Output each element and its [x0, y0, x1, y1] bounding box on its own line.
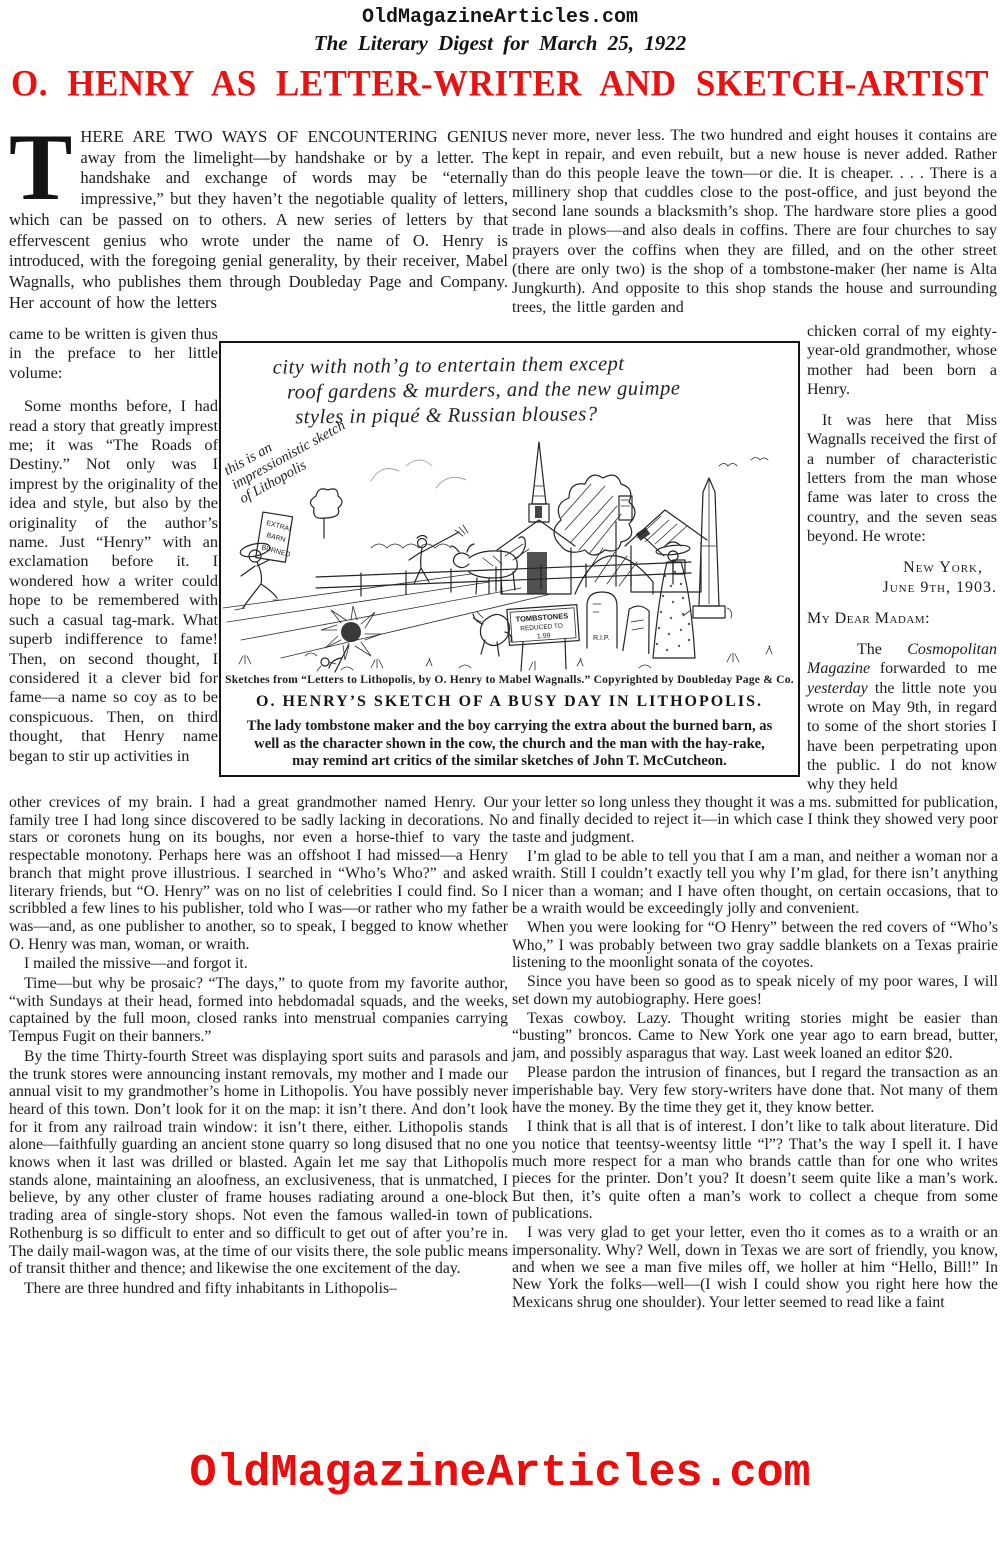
- figure-caption-description: The lady tombstone maker and the boy carrying the extra about the burned barn, as well as the character shown in the cow, the church and the man with the hay-rake, may remind art critics of the similar sketches of John T. McCutcheon.: [246, 718, 773, 770]
- paragraph: never more, never less. The two hundred and eight houses it contains are kept in repair, and even rebuilt, but a new house is never added. Rather than do this people leave the town—or die. It is cheaper. . . . There is a millinery shop that cuddles close to the post-office, and just beyond the second lane sounds a blacksmith’s shop. The hardware store plies a good trade in plows—and also deals in coffins. There are four churches to say prayers over the coffins when they are filled, and on the other street (there are only two) is the shop of a tombstone-maker (her name is Alta Jungkurth). And opposite to this shop stands the house and surrounding trees, the little garden and: [512, 127, 997, 316]
- letter-italic: Cosmopolitan Magazine: [807, 641, 997, 678]
- figure-credit: Sketches from “Letters to Lithopolis, by O. Henry to Mabel Wagnalls.” Copyrighted by Doubleday Page & Co.: [225, 673, 794, 686]
- intro-text: HERE ARE TWO WAYS OF ENCOUNTERING GENIUS away from the limelight—by handshake or by a letter. The handshake and exchange of words may be “eternally impressive,” but they haven’t the negotiable quality of letters, which can be passed on to others. A new series of letters by that effervescent genius who wrote under the name of O. Henry is introduced, with the foregoing genial generality, by their receiver, Mabel Wagnalls, who publishes them through Doubleday Page and Company. Her account of how the letters: [9, 127, 508, 312]
- paragraph: chicken corral of my eighty-year-old grandmother, whose mother had been born a Henry.: [807, 323, 997, 398]
- trees: [554, 475, 635, 586]
- handwriting-line: roof gardens & murders, and the new guimpe: [286, 377, 681, 404]
- birds-icon: [719, 458, 768, 467]
- right-column-narrow: [807, 322, 997, 795]
- intro-column: [9, 114, 508, 313]
- paragraph: It was here that Miss Wagnalls received the first of a number of characteristic letters from the man whose fame was later to cross the country, and the seven seas beyond. He wrote:: [807, 412, 997, 545]
- cow: [451, 537, 525, 594]
- left-column-lower: [9, 794, 508, 1298]
- paragraph: came to be written is given thus in the preface to her little volume:: [9, 324, 218, 382]
- clouds: [371, 460, 466, 488]
- slab-tombstone: [623, 605, 654, 653]
- masthead-site: OldMagazineArticles.com: [361, 6, 639, 29]
- letter-text: the little note you wrote on May 9th, in regard to some of the short stories I have been perpetrating upon the public. I do not know why they held: [807, 679, 997, 794]
- paragraph: Time—but why be prosaic? “The days,” to quote from my favorite author, “with Sundays at their head, formed into hebdomadal squads, and the weeks, captained by the full moon, closed ranks into menstrual companies carrying Tempus Fugit on their banners.”: [9, 975, 508, 1046]
- arched-shed: [575, 548, 653, 594]
- paragraph: By the time Thirty-fourth Street was displaying sport suits and parasols and the trunk stores were announcing instant removals, my mother and I made our annual visit to my grandmother’s home in Lithopolis. You have possibly never heard of this town. Don’t look for it on the map: it isn’t there. And don’t look for it from any railroad train window: it isn’t there, either. Lithopolis stands alone—faithfully guarding an ancient stone quarry so long disused that no one knows when it last was drilled or blasted. Again let me say that Lithopolis stands alone, maintaining an aloofness, an exclusiveness, that is unmatched, I believe, by any other cluster of frame houses radiating around a one-block trading area of single-story shops. Not even the famous walled-in town of Rothenburg is so difficult to enter and so difficult to get out of after you’re in. The daily mail-wagon was, at the time of our visits there, the sole public means of transit thither and thence; and likewise the one excitement of the day.: [9, 1047, 508, 1278]
- right-column-lower: [512, 794, 998, 1311]
- man-with-rake: [409, 525, 468, 584]
- footer-watermark: OldMagazineArticles.com: [189, 1448, 811, 1499]
- letter-text: The: [857, 641, 908, 659]
- handwriting-line: city with noth’g to entertain them except: [272, 352, 625, 379]
- figure-margin-note: this is an impressionistic sketch of Lithopolis: [221, 417, 349, 508]
- paragraph: Please pardon the intrusion of finances, but I regard the transaction as an imperishable bay. Very few story-writers have done that. Not many of them have the money. By the time they get it, they know better.: [512, 1064, 998, 1116]
- letter-opening-paragraph: [807, 640, 997, 794]
- hay-row: [371, 544, 451, 548]
- lithopolis-sketch-svg: [221, 426, 798, 673]
- svg-text:TOMBSTONES: TOMBSTONES: [515, 611, 569, 624]
- fence: [316, 561, 691, 596]
- paragraph: Texas cowboy. Lazy. Thought writing stories might be easier than “busting” broncos. Came to New York one year ago to earn bread, butter, jam, and possibly asparagus that way. Last week loaned an editor $20.: [512, 1010, 998, 1062]
- handwriting-line: styles in piqué & Russian blouses?: [295, 403, 598, 429]
- figure-handwriting: [273, 350, 774, 430]
- figure-caption-title: O. HENRY’S SKETCH OF A BUSY DAY IN LITHOPOLIS.: [256, 693, 763, 710]
- small-bird: [317, 658, 336, 671]
- letter-italic: yesterday: [807, 679, 868, 697]
- paragraph: I was very glad to get your letter, even tho it comes as to a wraith or an impersonality. Why? Well, down in Texas we are sort of friendly, you know, and when we see a man five miles off, we holler at him “Hello, Bill!” In New York the folks—well—(I wish I could show you right here how the Mexicans shrug one shoulder). Your letter seemed to read like a faint: [512, 1224, 998, 1311]
- left-column-narrow: [9, 324, 218, 765]
- svg-text:REDUCED TO: REDUCED TO: [520, 622, 564, 633]
- masthead-journal-line: The Literary Digest for March 25, 1922: [313, 31, 687, 55]
- paragraph: I’m glad to be able to tell you that I am a man, and neither a woman nor a wraith. Still I couldn’t exactly tell you why I’m glad, for there isn’t anything nicer than a woman; and I have often thought, on certain occasions, that to be a wraith would be exceedingly jolly and convenient.: [512, 848, 998, 918]
- paragraph: other crevices of my brain. I had a great grandmother named Henry. Our family tree I had long since discovered to be sadly lacking in decorations. No stars or coronets hung on its boughs, nor even a horse-thief to vary the respectable monotony. Perhaps here was an offshoot I had missed—a Henry branch that might prove illustrious. I searched in “Who’s Who?” and asked literary friends, but “O. Henry” was on no list of celebrities I could find. So I scribbled a few lines to his publisher, told who I was—or rather who my father was—and, as one publisher to another, so to speak, I begged to know whether O. Henry was man, woman, or wraith.: [9, 794, 508, 953]
- goat: [473, 612, 511, 656]
- svg-text:R.I.P.: R.I.P.: [593, 635, 610, 642]
- boy-with-extra-sign: [235, 512, 296, 610]
- right-column-top: [512, 126, 997, 317]
- letter-text: forwarded to me: [870, 660, 997, 678]
- intro-paragraph: [9, 114, 508, 313]
- dateline-city: New York,: [903, 559, 983, 577]
- small-tree: [310, 489, 342, 538]
- svg-text:EXTRA!: EXTRA!: [265, 519, 292, 534]
- paragraph: Since you have been so good as to speak nicely of my poor wares, I will set down my autobiography. Here goes!: [512, 973, 998, 1008]
- paragraph: Some months before, I had read a story that greatly imprest me; it was “The Roads of Destiny.” Not only was I imprest by the originality of the idea and style, but also by the originality of the author’s name. Just “Henry” with an exclamation before it. I wondered how a writer could hope to be remembered with such a casual tag-mark. What superb indifference to fame! Then, on second thought, I considered it a clever bid for fame—a name so coy as to be conspicuous. Then, on third thought, that Henry name began to stir up activities in: [9, 396, 218, 765]
- paragraph: There are three hundred and fifty inhabitants in Lithopolis–: [24, 1279, 397, 1297]
- lady-tombstone-maker: [636, 527, 695, 658]
- svg-text:BARN: BARN: [265, 532, 287, 544]
- dateline-date: June 9th, 1903.: [882, 578, 997, 596]
- article-title: O. HENRY AS LETTER-WRITER AND SKETCH-ARTIST: [11, 63, 989, 104]
- tombstone-sign: [507, 605, 579, 671]
- paragraph: When you were looking for “O Henry” between the red covers of “Who’s Who,” I was probably between two gray saddle blankets on a Texas prairie listening to the moonlight sonata of the coyotes.: [512, 919, 998, 972]
- rip-tombstone: [587, 592, 617, 648]
- svg-text:1.99: 1.99: [536, 632, 551, 641]
- hammer-icon: [636, 527, 664, 556]
- paragraph: I mailed the missive—and forgot it.: [24, 955, 248, 973]
- svg-text:BURNED: BURNED: [260, 544, 291, 559]
- church: [497, 442, 575, 594]
- letter-dateline: [807, 558, 997, 597]
- paragraph: I think that is all that is of interest. I don’t like to talk about literature. Did you notice that teentsy-weentsy little “l”? That’s the way I spell it. I have much more respect for a man who brands cattle than for one who writes pieces for the printer. Don’t you? It doesn’t seem quite like a man’s work. But then, it’s quite often a man’s work to collect a cheque from some publications.: [512, 1118, 998, 1222]
- paragraph: your letter so long unless they thought it was a ms. submitted for publication, and finally decided to reject it—in which case I think they showed very poor taste and judgment.: [512, 794, 998, 846]
- drop-cap: T: [9, 114, 73, 220]
- letter-salutation: My Dear Madam:: [807, 609, 931, 627]
- figure-frame: [219, 341, 800, 777]
